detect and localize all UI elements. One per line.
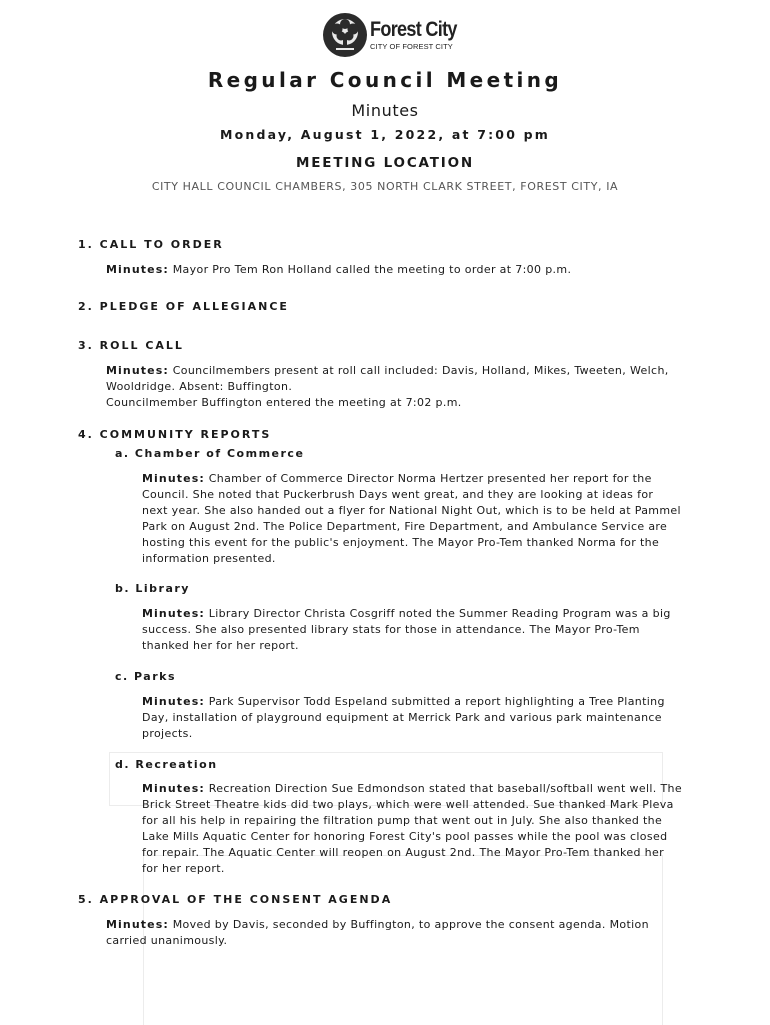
minutes-label: Minutes: bbox=[106, 364, 169, 377]
minutes-label: Minutes: bbox=[106, 918, 169, 931]
tree-icon bbox=[322, 12, 368, 58]
subsection-body-recreation: Minutes: Recreation Direction Sue Edmondson stated that baseball/softball went well. The Brick Street Theatre kids did two plays, which were well attended. Sue thanked Mark Pleva for all his help in repairing the filtration pump that went out in July. She also thanked the Lake Mills Aquatic Center for honoring Forest City's pool passes while the pool was closed for repair. The Aquatic Center will reopen on August 2nd. The Mayor Pro-Tem thanked her for her report. bbox=[142, 782, 682, 875]
section-body-call-to-order: Minutes: Mayor Pro Tem Ron Holland called the meeting to order at 7:00 p.m. bbox=[106, 263, 572, 276]
logo-name: Forest City bbox=[370, 18, 457, 42]
logo-subtitle: CITY OF FOREST CITY bbox=[370, 42, 453, 52]
subsection-heading-chamber: a. Chamber of Commerce bbox=[115, 447, 305, 460]
subsection-heading-parks: c. Parks bbox=[115, 670, 177, 683]
section-heading-pledge: 2. PLEDGE OF ALLEGIANCE bbox=[78, 300, 289, 313]
subsection-heading-library: b. Library bbox=[115, 582, 190, 595]
location-label: MEETING LOCATION bbox=[296, 155, 474, 171]
meeting-date: Monday, August 1, 2022, at 7:00 pm bbox=[219, 127, 551, 142]
document-title: Regular Council Meeting bbox=[207, 68, 563, 92]
minutes-label: Minutes: bbox=[106, 263, 169, 276]
section-heading-roll-call: 3. ROLL CALL bbox=[78, 339, 184, 352]
section-heading-call-to-order: 1. CALL TO ORDER bbox=[78, 238, 224, 251]
subsection-body-parks: Minutes: Park Supervisor Todd Espeland submitted a report highlighting a Tree Planting Day, installation of playground equipment at Merrick Park and various park maintenance projects. bbox=[142, 695, 665, 740]
section-heading-consent-agenda: 5. APPROVAL OF THE CONSENT AGENDA bbox=[78, 893, 393, 906]
location-address: CITY HALL COUNCIL CHAMBERS, 305 NORTH CLARK STREET, FOREST CITY, IA bbox=[151, 180, 619, 193]
city-logo bbox=[322, 12, 457, 58]
document-subtitle: Minutes bbox=[351, 101, 419, 120]
minutes-label: Minutes: bbox=[142, 782, 205, 795]
minutes-label: Minutes: bbox=[142, 607, 205, 620]
subsection-heading-recreation: d. Recreation bbox=[115, 758, 218, 771]
section-body-roll-call: Minutes: Councilmembers present at roll call included: Davis, Holland, Mikes, Tweeten, Welch, Wooldridge. Absent: Buffington. Councilmember Buffington entered the meeting at 7:02 p.m. bbox=[106, 364, 669, 409]
subsection-body-chamber: Minutes: Chamber of Commerce Director Norma Hertzer presented her report for the Council. She noted that Puckerbrush Days went great, and they are looking at ideas for next year. She also handed out a flyer for National Night Out, which is to be held at Pammel Park on August 2nd. The Police Department, Fire Department, and Ambulance Service are hosting this event for the public's enjoyment. The Mayor Pro-Tem thanked Norma for the information presented. bbox=[142, 472, 681, 565]
section-heading-community-reports: 4. COMMUNITY REPORTS bbox=[78, 428, 272, 441]
subsection-body-library: Minutes: Library Director Christa Cosgriff noted the Summer Reading Program was a big success. She also presented library stats for those in attendance. The Mayor Pro-Tem thanked her for her report. bbox=[142, 607, 671, 652]
minutes-label: Minutes: bbox=[142, 695, 205, 708]
section-body-consent-agenda: Minutes: Moved by Davis, seconded by Buffington, to approve the consent agenda. Motion carried unanimously. bbox=[106, 918, 649, 947]
minutes-label: Minutes: bbox=[142, 472, 205, 485]
